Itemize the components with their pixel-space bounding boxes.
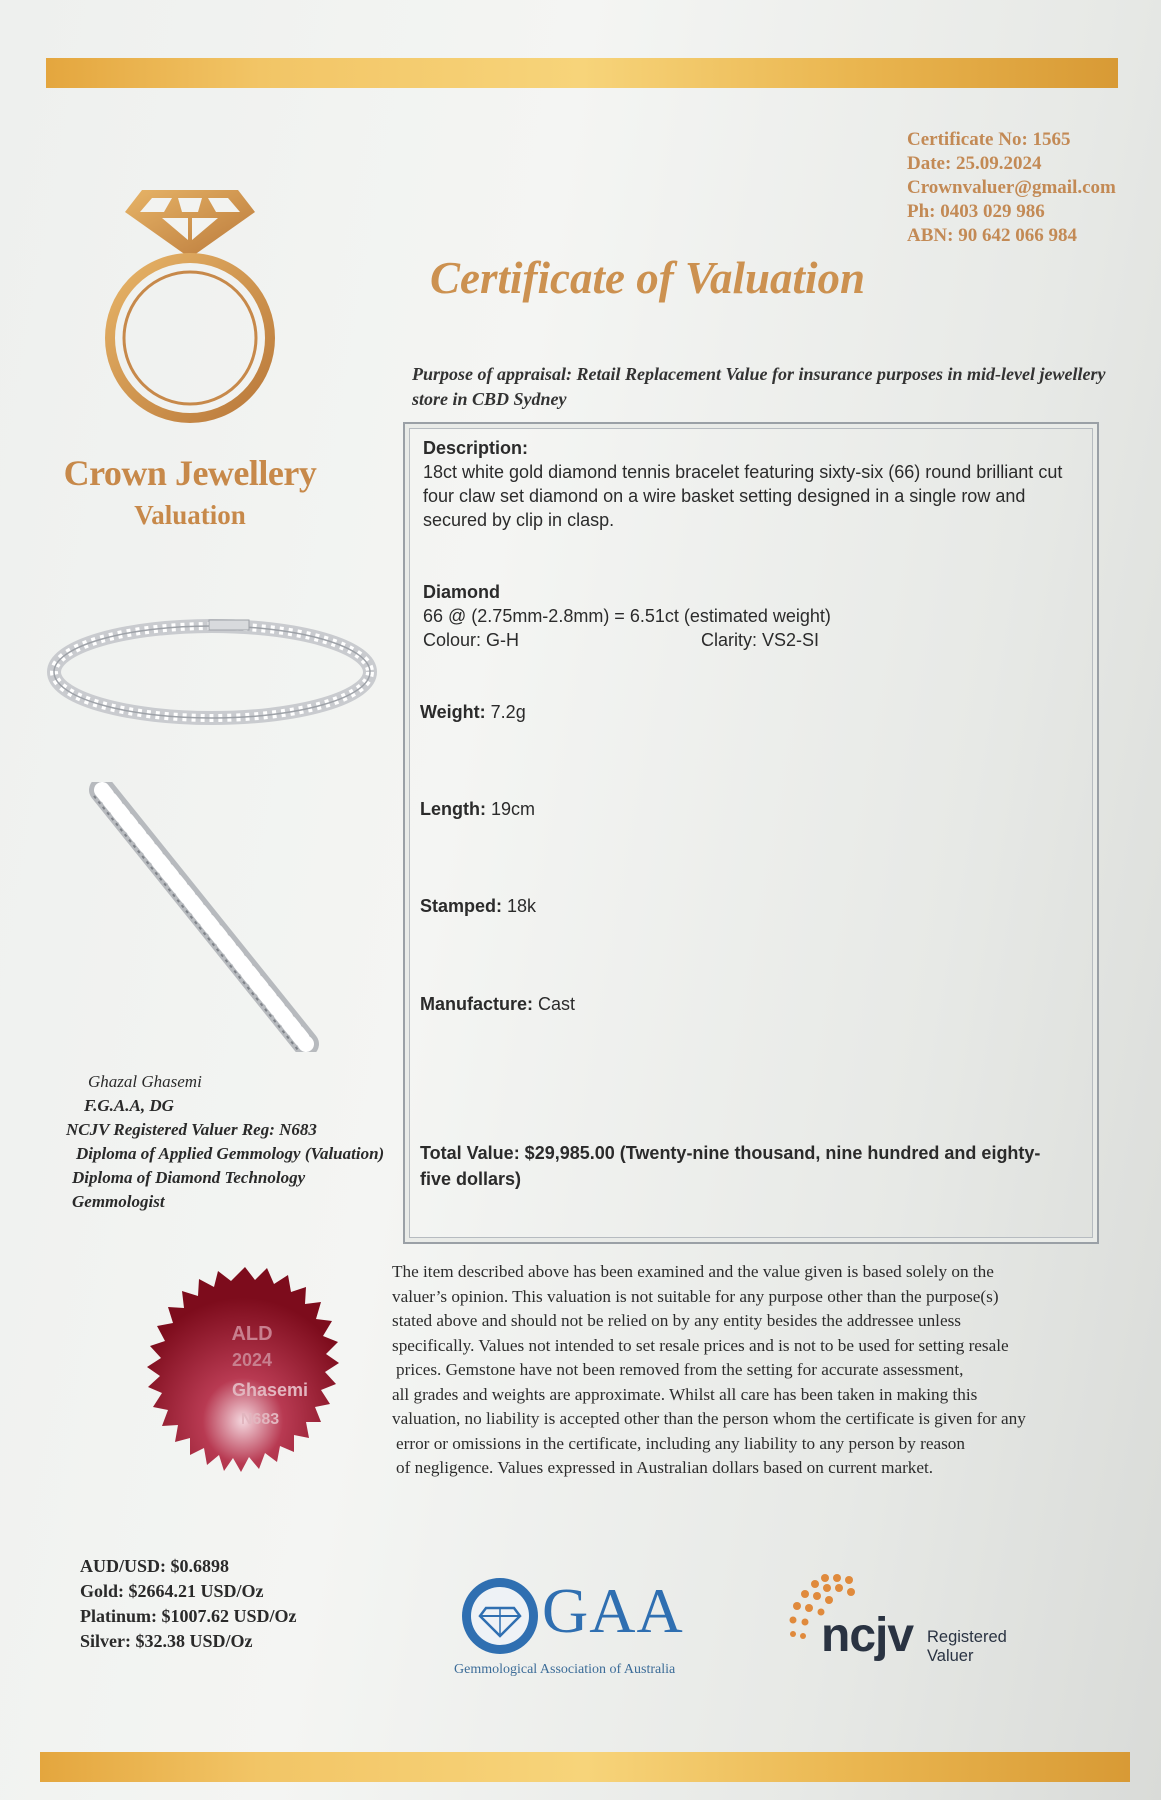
disclaimer-line: specifically. Values not intended to set resale prices and is not to be used for setting resale	[392, 1335, 1009, 1355]
purpose-of-appraisal: Purpose of appraisal: Retail Replacement Value for insurance purposes in mid-level jewellery store in CBD Sydney	[412, 364, 1106, 409]
valuer-role: Gemmologist	[72, 1192, 165, 1211]
rate-silver: Silver: $32.38 USD/Oz	[80, 1631, 253, 1651]
disclaimer-line: prices. Gemstone have not been removed from the setting for accurate assessment,	[396, 1360, 964, 1379]
valuer-credentials	[60, 1070, 400, 1214]
valuer-qualifications: F.G.A.A, DG	[84, 1096, 174, 1115]
ncjv-registered-valuer	[927, 1628, 1007, 1666]
length-value: 19cm	[491, 799, 536, 819]
gaa-wordmark: GAA	[542, 1575, 684, 1646]
brand-name: Crown Jewellery	[63, 453, 317, 493]
contact-phone: Ph: 0403 029 986	[907, 201, 1045, 222]
valuer-registration: NCJV Registered Valuer Reg: N683	[66, 1120, 317, 1139]
length-field	[420, 799, 535, 820]
top-gold-bar	[46, 58, 1118, 88]
ncjv-logo	[785, 1570, 1035, 1680]
rate-platinum: Platinum: $1007.62 USD/Oz	[80, 1606, 297, 1626]
wax-seal-icon	[120, 1262, 370, 1527]
metal-rates	[80, 1554, 297, 1654]
bottom-gold-bar	[40, 1752, 1130, 1782]
rate-aud-usd: AUD/USD: $0.6898	[80, 1556, 230, 1576]
brand-subtitle: Valuation	[134, 500, 246, 530]
description-text: 18ct white gold diamond tennis bracelet featuring sixty-six (66) round brilliant cut four claw set diamond on a wire basket setting designed in a single row and secured by clip in clasp.	[423, 462, 1063, 530]
diamond-section	[423, 580, 1083, 652]
weight-value: 7.2g	[490, 702, 526, 722]
disclaimer-line: stated above and should not be relied on by any entity besides the addressee unless	[392, 1311, 961, 1330]
diamond-label: Diamond	[423, 582, 501, 602]
contact-email: Crownvaluer@gmail.com	[907, 177, 1116, 198]
disclaimer-line: valuation, no liability is accepted other than the person whom the certificate is given for any	[392, 1409, 1026, 1428]
ring-logo-icon	[90, 180, 290, 430]
bracelet-photo-oval	[44, 610, 384, 740]
ncjv-wordmark: ncjv	[821, 1609, 914, 1662]
description-section	[423, 436, 1083, 532]
seal-text-4: N683	[240, 1411, 280, 1428]
abn-number: ABN: 90 642 066 984	[907, 225, 1077, 246]
ncjv-reg-line-2: Valuer	[927, 1647, 974, 1665]
disclaimer-line: all grades and weights are approximate. Whilst all care has been taken in making this	[392, 1384, 978, 1404]
weight-field	[420, 702, 526, 723]
disclaimer-line: The item described above has been examined and the value given is based solely on the	[392, 1262, 994, 1281]
total-value: Total Value: $29,985.00 (Twenty-nine thousand, nine hundred and eighty-five dollars)	[420, 1143, 1041, 1189]
weight-label: Weight:	[420, 702, 486, 722]
page-title: Certificate of Valuation	[430, 253, 866, 303]
certificate-number: Certificate No: 1565	[907, 129, 1071, 150]
manufacture-label: Manufacture:	[420, 994, 534, 1014]
gaa-full-name: Gemmological Association of Australia	[454, 1662, 676, 1677]
gaa-logo	[450, 1570, 730, 1680]
gaa-diamond-emblem-icon	[458, 1572, 542, 1660]
stamped-label: Stamped:	[420, 896, 503, 916]
manufacture-value: Cast	[538, 994, 576, 1014]
description-label: Description:	[423, 438, 529, 458]
manufacture-field	[420, 994, 575, 1015]
disclaimer-text	[392, 1260, 1117, 1481]
diamond-clarity: Clarity: VS2-SI	[701, 630, 820, 650]
length-label: Length:	[420, 799, 486, 819]
ncjv-reg-line-1: Registered	[927, 1628, 1007, 1646]
certificate-meta	[907, 128, 1116, 248]
seal-text-3: Ghasemi	[231, 1380, 309, 1400]
disclaimer-line: valuer’s opinion. This valuation is not suitable for any purpose other than the purpose(s)	[392, 1286, 999, 1306]
bracelet-photo-closeup	[84, 782, 324, 1052]
rate-gold: Gold: $2664.21 USD/Oz	[80, 1581, 264, 1601]
disclaimer-line: error or omissions in the certificate, including any liability to any person by reason	[396, 1433, 965, 1453]
stamped-field	[420, 896, 536, 917]
diamond-spec: 66 @ (2.75mm-2.8mm) = 6.51ct (estimated weight)	[423, 606, 831, 626]
valuer-name: Ghazal Ghasemi	[88, 1072, 202, 1091]
certificate-date: Date: 25.09.2024	[907, 153, 1042, 174]
valuer-diploma-diamond: Diploma of Diamond Technology	[72, 1168, 306, 1187]
disclaimer-line: of negligence. Values expressed in Australian dollars based on current market.	[396, 1458, 934, 1477]
valuer-diploma-gemmology: Diploma of Applied Gemmology (Valuation)	[76, 1144, 385, 1163]
seal-text-1: ALD	[231, 1323, 273, 1345]
diamond-colour: Colour: G-H	[423, 630, 520, 650]
valuation-details-box	[403, 422, 1099, 1244]
stamped-value: 18k	[507, 896, 537, 916]
seal-text-2: 2024	[231, 1350, 273, 1370]
